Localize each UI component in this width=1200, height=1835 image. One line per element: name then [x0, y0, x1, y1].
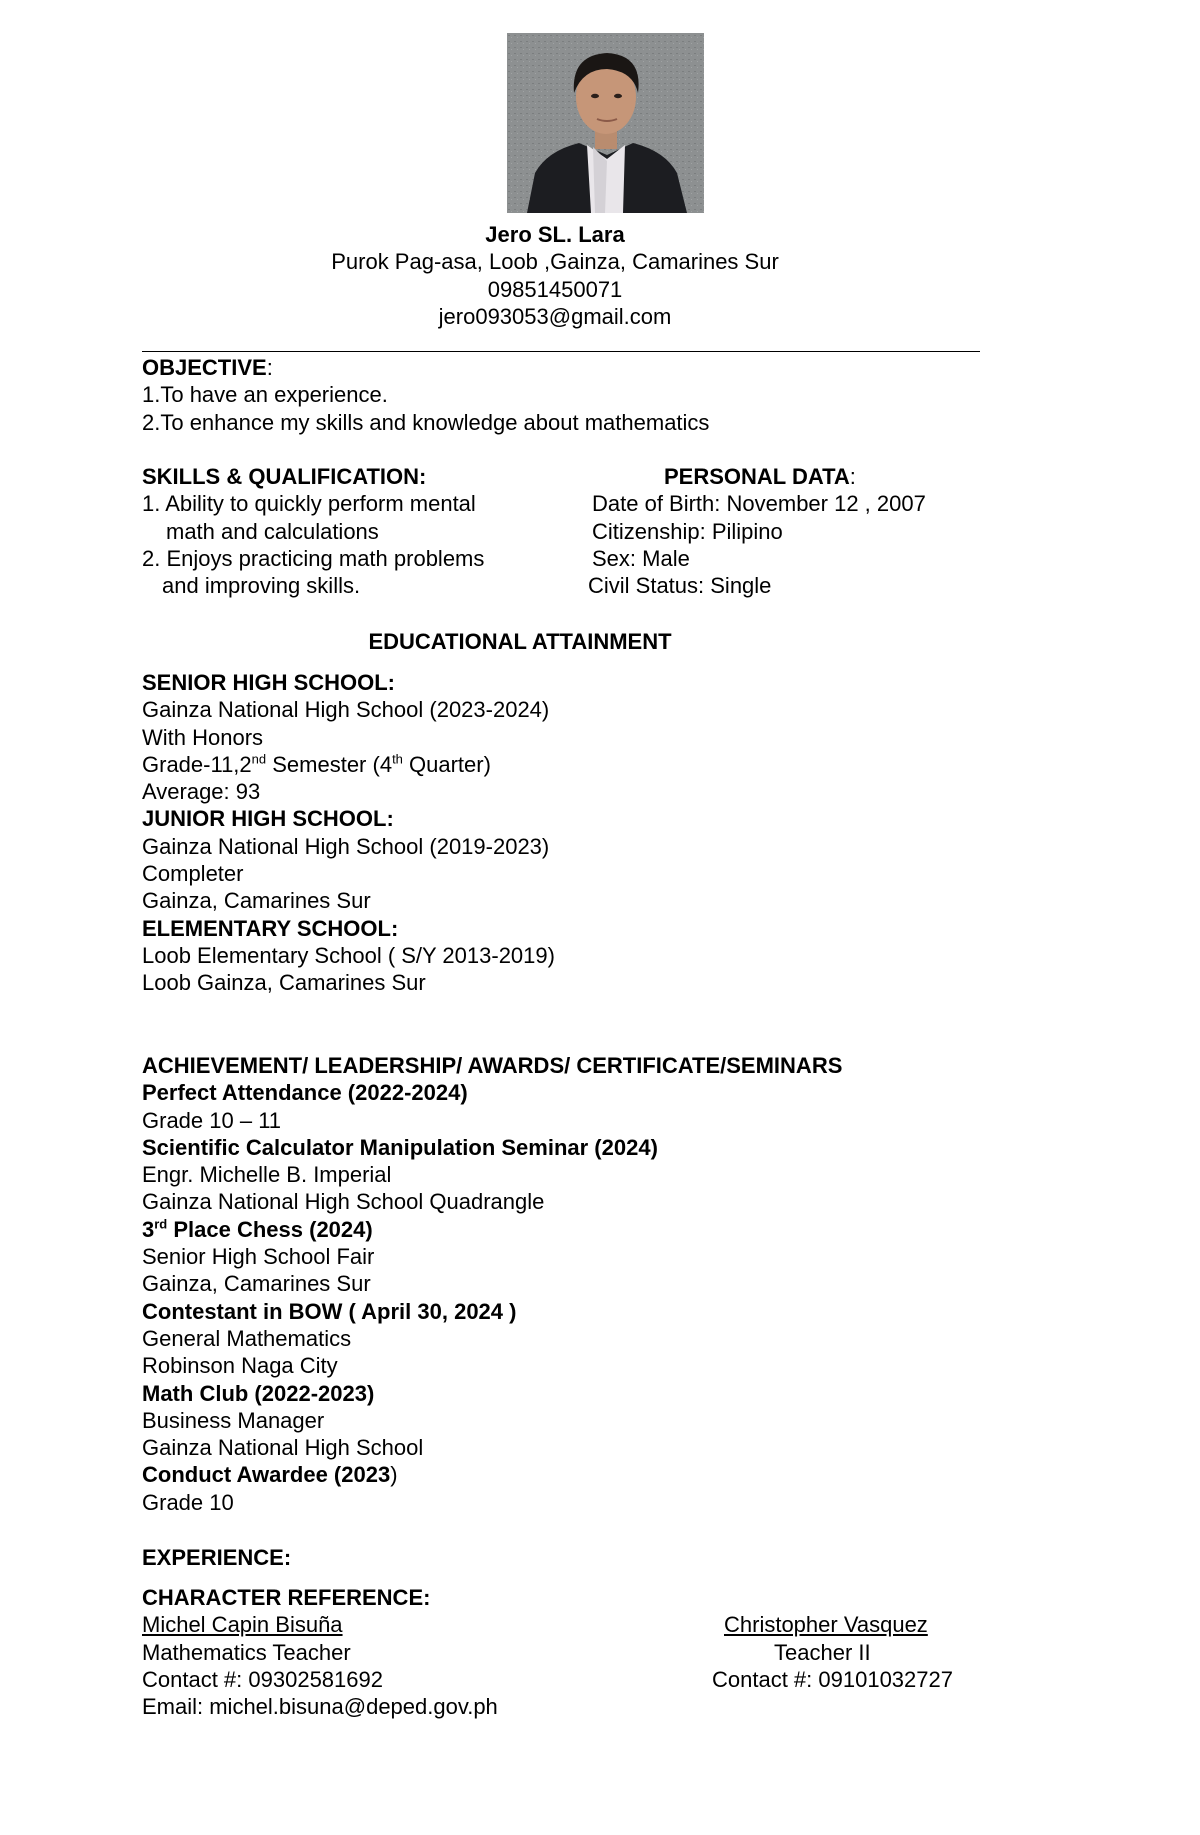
chess-title: 3rd Place Chess (2024)	[142, 1216, 373, 1242]
reference-right	[712, 1611, 972, 1693]
bow-location: Robinson Naga City	[142, 1353, 338, 1379]
seminar-speaker: Engr. Michelle B. Imperial	[142, 1162, 392, 1188]
email-address: jero093053@gmail.com	[438, 303, 672, 329]
objective-heading: OBJECTIVE	[142, 355, 267, 380]
senior-high-honors: With Honors	[142, 724, 264, 750]
personal-data-heading: PERSONAL DATA	[664, 464, 850, 489]
reference-heading: CHARACTER REFERENCE:	[142, 1585, 431, 1610]
skills-heading: SKILLS & QUALIFICATION:	[142, 464, 427, 489]
skills-line-4: and improving skills.	[162, 573, 361, 599]
personal-data-colon: :	[849, 464, 856, 489]
objective-item-1: 1.To have an experience.	[142, 382, 388, 408]
contact-header	[142, 221, 968, 330]
senior-high-heading: SENIOR HIGH SCHOOL:	[142, 670, 396, 695]
junior-high-status: Completer	[142, 861, 244, 887]
reference-right-contact: Contact #: 09101032727	[712, 1666, 953, 1692]
objective-item-2: 2.To enhance my skills and knowledge about mathematics	[142, 409, 710, 435]
skills-line-1: 1. Ability to quickly perform mental	[142, 491, 476, 517]
education-heading: EDUCATIONAL ATTAINMENT	[368, 629, 672, 654]
reference-right-role: Teacher II	[774, 1639, 871, 1665]
senior-high-school: Gainza National High School (2023-2024)	[142, 697, 550, 723]
seminar-title: Scientific Calculator Manipulation Seminar (2024)	[142, 1134, 658, 1160]
civil-status: Civil Status: Single	[588, 573, 772, 599]
club-role: Business Manager	[142, 1407, 325, 1433]
conduct-title: Conduct Awardee (2023)	[142, 1462, 398, 1488]
objective-colon: :	[266, 355, 273, 380]
elementary-location: Loob Gainza, Camarines Sur	[142, 970, 426, 996]
skills-section	[142, 463, 484, 599]
club-school: Gainza National High School	[142, 1435, 424, 1461]
objective-section	[142, 354, 709, 436]
address: Purok Pag-asa, Loob ,Gainza, Camarines Sur	[331, 249, 779, 275]
senior-high-grade: Grade-11,2nd Semester (4th Quarter)	[142, 751, 491, 777]
reference-right-name: Christopher Vasquez	[724, 1612, 928, 1638]
senior-high-average: Average: 93	[142, 779, 261, 805]
profile-photo-image	[507, 33, 704, 213]
reference-left-name: Michel Capin Bisuña	[142, 1612, 343, 1638]
junior-high-location: Gainza, Camarines Sur	[142, 888, 371, 914]
reference-left-email: Email: michel.bisuna@deped.gov.ph	[142, 1694, 498, 1720]
sex: Sex: Male	[592, 545, 690, 571]
applicant-name: Jero SL. Lara	[485, 222, 625, 247]
reference-section	[142, 1584, 498, 1720]
elementary-heading: ELEMENTARY SCHOOL:	[142, 915, 399, 941]
junior-high-school: Gainza National High School (2019-2023)	[142, 833, 550, 859]
bow-title: Contestant in BOW ( April 30, 2024 )	[142, 1298, 517, 1324]
header-divider	[142, 351, 980, 352]
elementary-school: Loob Elementary School ( S/Y 2013-2019)	[142, 942, 555, 968]
junior-high-heading: JUNIOR HIGH SCHOOL:	[142, 806, 394, 832]
citizenship: Citizenship: Pilipino	[592, 518, 783, 544]
achievements-section	[142, 1052, 842, 1516]
seminar-venue: Gainza National High School Quadrangle	[142, 1189, 545, 1215]
education-section	[142, 669, 555, 997]
bow-subject: General Mathematics	[142, 1325, 352, 1351]
reference-left-role: Mathematics Teacher	[142, 1639, 351, 1665]
chess-location: Gainza, Camarines Sur	[142, 1271, 371, 1297]
achievements-heading: ACHIEVEMENT/ LEADERSHIP/ AWARDS/ CERTIFICATE/SEMINARS	[142, 1053, 843, 1078]
skills-line-3: 2. Enjoys practicing math problems	[142, 545, 485, 571]
personal-data-section	[588, 463, 1012, 599]
birth-date: Date of Birth: November 12 , 2007	[592, 491, 926, 517]
attendance-title: Perfect Attendance (2022-2024)	[142, 1080, 468, 1106]
chess-event: Senior High School Fair	[142, 1244, 375, 1270]
conduct-detail: Grade 10	[142, 1489, 234, 1515]
profile-photo	[507, 33, 704, 213]
attendance-detail: Grade 10 – 11	[142, 1107, 282, 1133]
reference-left-contact: Contact #: 09302581692	[142, 1666, 383, 1692]
skills-line-2: math and calculations	[166, 518, 379, 544]
experience-heading: EXPERIENCE:	[142, 1545, 292, 1570]
club-title: Math Club (2022-2023)	[142, 1380, 375, 1406]
phone-number: 09851450071	[487, 276, 623, 302]
